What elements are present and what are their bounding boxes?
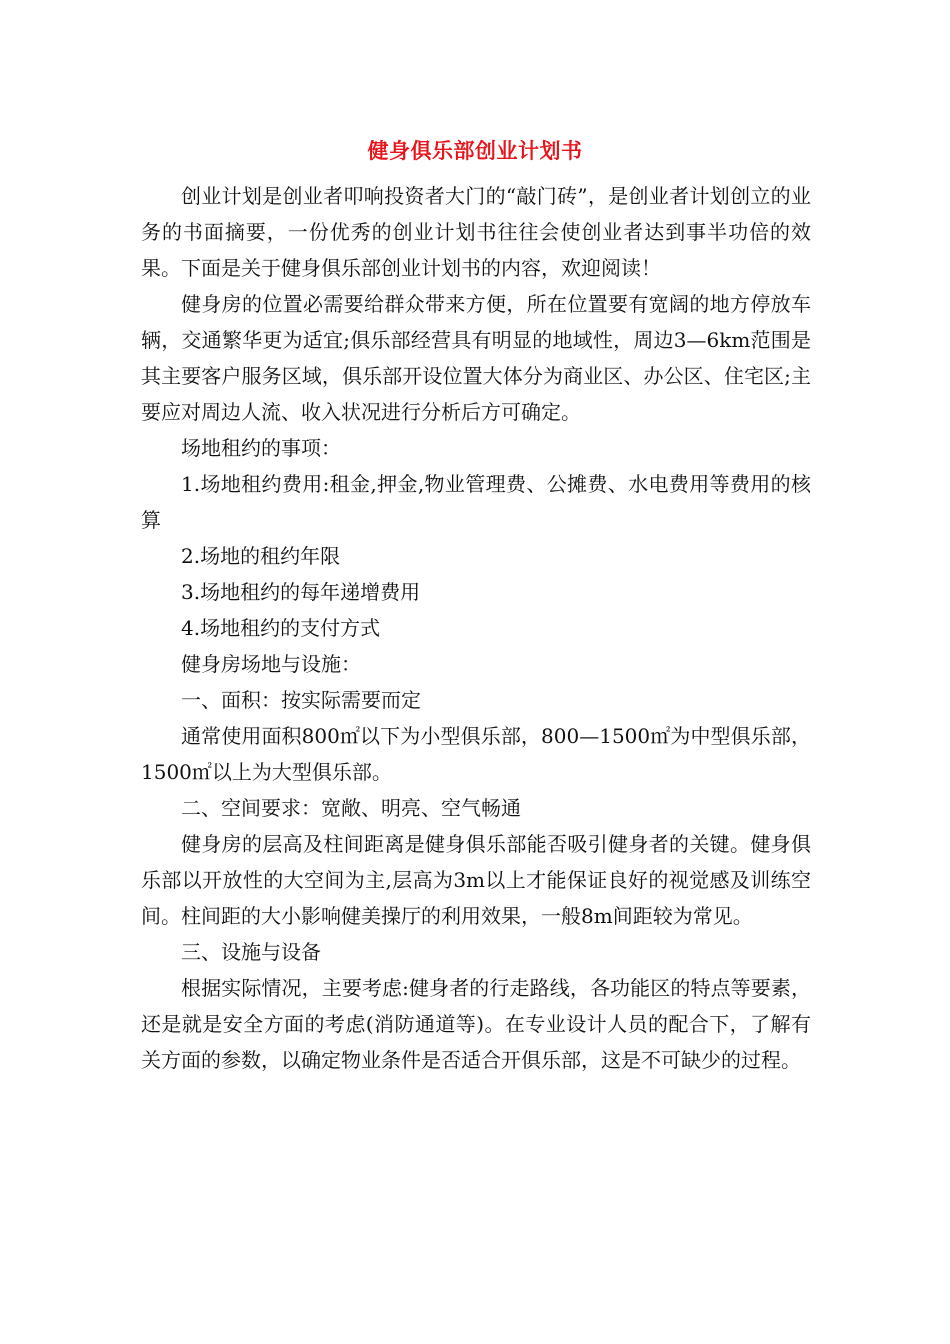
paragraph-area-heading: 一、面积：按实际需要而定: [181, 688, 421, 712]
paragraph-equipment-heading: 三、设施与设备: [181, 940, 321, 964]
paragraph-equipment-detail: 根据实际情况，主要考虑:健身者的行走路线，各功能区的特点等要素，还是就是安全方面的考虑(消防通道等)。在专业设计人员的配合下，了解有关方面的参数，以确定物业条件是否适合开俱乐部，这是不可缺少的过程。: [141, 976, 811, 1072]
paragraph-lease-heading: 场地租约的事项：: [181, 436, 341, 460]
paragraph-lease-item-1: 1.场地租约费用:租金,押金,物业管理费、公摊费、水电费用等费用的核算: [141, 472, 811, 532]
paragraph-location: 健身房的位置必需要给群众带来方便，所在位置要有宽阔的地方停放车辆，交通繁华更为适宜;俱乐部经营具有明显的地域性，周边3—6km范围是其主要客户服务区域，俱乐部开设位置大体分为商业区、办公区、住宅区;主要应对周边人流、收入状况进行分析后方可确定。: [141, 292, 811, 424]
paragraph-lease-item-4: 4.场地租约的支付方式: [181, 616, 381, 640]
document-title: 健身俱乐部创业计划书: [367, 139, 583, 164]
paragraph-lease-item-2: 2.场地的租约年限: [181, 544, 341, 568]
document-body: [141, 178, 811, 1078]
paragraph-intro: 创业计划是创业者叩响投资者大门的“敲门砖”，是创业者计划创立的业务的书面摘要，一份优秀的创业计划书往往会使创业者达到事半功倍的效果。下面是关于健身俱乐部创业计划书的内容，欢迎阅读！: [141, 184, 811, 280]
paragraph-lease-item-3: 3.场地租约的每年递增费用: [181, 580, 421, 604]
paragraph-space-heading: 二、空间要求：宽敞、明亮、空气畅通: [181, 796, 521, 820]
paragraph-space-detail: 健身房的层高及柱间距离是健身俱乐部能否吸引健身者的关键。健身俱乐部以开放性的大空间为主,层高为3m以上才能保证良好的视觉感及训练空间。柱间距的大小影响健美操厅的利用效果，一般8m间距较为常见。: [141, 832, 811, 928]
paragraph-facilities-heading: 健身房场地与设施：: [181, 652, 361, 676]
paragraph-area-detail: 通常使用面积800㎡以下为小型俱乐部，800—1500㎡为中型俱乐部，1500㎡以上为大型俱乐部。: [141, 724, 811, 784]
